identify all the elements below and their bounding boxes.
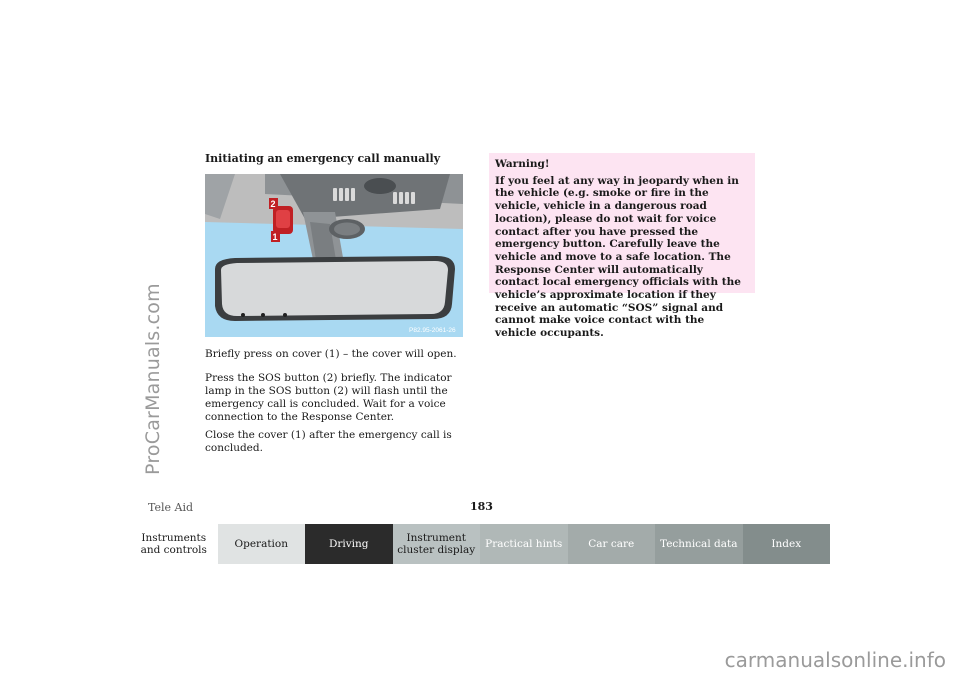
instruction-close-cover: Close the cover (1) after the emergency call is concluded.: [205, 429, 452, 454]
tab-operation[interactable]: Operation: [218, 524, 306, 564]
tab-practical-hints[interactable]: Practical hints: [480, 524, 568, 564]
instruction-open-cover: Briefly press on cover (1) – the cover will open.: [205, 348, 457, 360]
rearview-mirror-illustration: [205, 174, 463, 337]
section-heading: Initiating an emergency call manually: [205, 152, 441, 165]
footer-section-name: Tele Aid: [148, 501, 194, 514]
tab-car-care[interactable]: Car care: [568, 524, 656, 564]
watermark-carmanualsonline: carmanualsonline.info: [724, 648, 946, 672]
tab-instruments-and-controls[interactable]: Instruments and controls: [130, 524, 218, 564]
warning-title: Warning!: [495, 158, 550, 170]
tab-index[interactable]: Index: [743, 524, 831, 564]
warning-box: [489, 153, 755, 340]
tab-instrument-cluster-display[interactable]: Instrument cluster display: [393, 524, 481, 564]
page-number: 183: [470, 500, 493, 513]
figure-code: P82.95-2061-26: [409, 327, 456, 334]
tab-driving[interactable]: Driving: [305, 524, 393, 564]
instruction-press-sos: Press the SOS button (2) briefly. The indicator lamp in the SOS button (2) will flash until the emergency call is concluded. Wait for a voice connection to the Response Center.: [205, 372, 452, 423]
watermark-procarmanuals: ProCarManuals.com: [142, 283, 164, 475]
callout-2: 2: [270, 199, 276, 209]
tab-technical-data[interactable]: Technical data: [655, 524, 743, 564]
warning-body: If you feel at any way in jeopardy when in the vehicle (e.g. smoke or fire in the vehicle, vehicle in a dangerous road location), please do not wait for voice contact after you have pressed the emergency button. Carefully leave the vehicle and move to a safe location. The Response Center will automatically contact local emergency officials with the vehicle’s approximate location if they receive an automatic “SOS” signal and cannot make voice contact with the vehicle occupants.: [495, 174, 741, 340]
chapter-nav: [130, 524, 830, 564]
callout-1: 1: [272, 232, 278, 242]
